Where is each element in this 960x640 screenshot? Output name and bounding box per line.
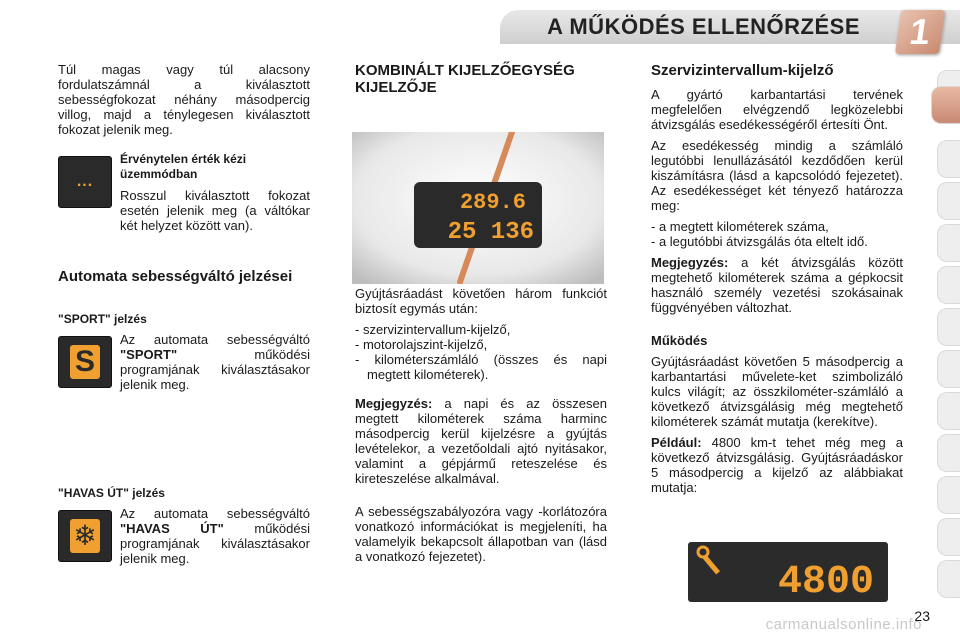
page-title: A MŰKÖDÉS ELLENŐRZÉSE [547,14,860,39]
right-column [651,62,903,501]
middle-intro: Gyújtásráadást követően három funkciót biztosít egymás után: [355,286,607,316]
chapter-tabs [932,70,960,630]
middle-column [355,286,607,570]
middle-note: Megjegyzés: a napi és az összesen megtett kilométerek száma harminc másodpercig kerül kijelzésre a gyújtás levételekor, a vezetőoldali ajtó nyitásakor, valamint a gépjármű reteszelése és kireteszelése alkalmával. [355,396,607,486]
example-text: Például: 4800 km-t tehet még meg a következő átvizsgálásig. Gyújtásráadáskor 5 másodpercig a kijelző az alábbiakat mutatja: [651,435,903,495]
list-item: - a legutóbbi átvizsgálás óta eltelt idő. [651,234,903,249]
right-title: Szervizintervallum-kijelző [651,62,834,79]
right-p1: A gyártó karbantartási tervének megfelelően elvégzendő legközelebbi átvizsgálás esedékességéről értesíti Önt. [651,87,903,132]
intro-text: Túl magas vagy túl alacsony fordulatszámnál a kiválasztott sebességfokozat néhány másodpercig villog, majd a ténylegesen kiválasztott fokozat jelenik meg. [58,62,310,137]
sport-heading [58,312,310,327]
sport-mode-icon: S [58,336,112,388]
watermark-text: carmanualsonline.info [765,616,922,633]
lcd-trip-value: 289.6 [459,190,526,215]
chapter-tab[interactable] [937,266,960,304]
list-item: - a megtett kilométerek száma, [651,219,903,234]
chapter-tab-active[interactable] [931,86,960,124]
chapter-tab[interactable] [937,560,960,598]
right-note: Megjegyzés: a két átvizsgálás között megtehető kilométerek száma a gépkocsit használó személy vezetési szokásainak függvényében változhat. [651,255,903,315]
service-display-svg [688,542,888,602]
invalid-text: Rosszul kiválasztott fokozat esetén jelenik meg (a váltókar két helyzet között van). [120,188,310,233]
middle-heading [355,62,607,96]
speed-text: A sebességszabályozóra vagy -korlátozóra vonatkozó információkat is megjeleníti, ha valamelyik bekapcsolt állapotban van (lásd a vonatkozó fejezetet). [355,504,607,564]
list-item: - kilométerszámláló (összes és napi megtett kilométerek). [355,352,607,382]
chapter-tab[interactable] [937,140,960,178]
lcd-total-value: 25 136 [447,219,534,246]
invalid-title: Érvénytelen érték kézi üzemmódban [120,152,247,181]
operation-title: Működés [651,333,708,348]
right-p2: Az esedékesség mindig a számláló legutóbbi lenullázásától kezdődően kerül kiszámításra (lásd a kapcsolódó fejezetet). Az esedékességet két tényező határozza meg: [651,138,903,213]
sport-title: "SPORT" jelzés [58,312,147,326]
chapter-tab[interactable] [937,434,960,472]
chapter-tab[interactable] [937,392,960,430]
left-column [58,62,310,143]
snow-title: "HAVAS ÚT" jelzés [58,486,165,500]
sport-section [120,332,310,398]
snow-mode-icon: ❄ [58,510,112,562]
page-header [0,0,960,52]
factor-list [651,219,903,249]
chapter-tab[interactable] [937,476,960,514]
auto-title: Automata sebességváltó jelzései [58,268,293,285]
auto-section [58,268,310,285]
service-display-image [688,542,888,602]
chapter-tab[interactable] [937,224,960,262]
snow-text: Az automata sebességváltó "HAVAS ÚT" működési programjának kiválasztásakor jelenik meg. [120,506,310,566]
list-item: - motorolajszint-kijelző, [355,337,607,352]
chapter-tab[interactable] [937,350,960,388]
chapter-badge: 1 [895,10,945,54]
wrench-icon [698,547,720,574]
operation-text: Gyújtásráadást követően 5 másodpercig a karbantartási művelete-ket szimbolizáló kulcs világít; az összkilométer-számláló a következő átvizsgálásig még megtehető kilométerek számát mutatja (kerekítve). [651,354,903,429]
service-km-value: 4800 [777,560,874,602]
chapter-tab[interactable] [937,308,960,346]
middle-title: KOMBINÁLT KIJELZŐEGYSÉG KIJELZŐJE [355,62,575,96]
invalid-gear-icon: ... [58,156,112,208]
page-number: 23 [914,608,930,624]
snow-section [120,506,310,572]
instrument-display-image [352,132,604,284]
function-list [355,322,607,382]
chapter-tab[interactable] [937,182,960,220]
instrument-display-svg [352,132,604,284]
invalid-section [120,152,310,239]
chapter-tab[interactable] [937,518,960,556]
sport-text: Az automata sebességváltó "SPORT" működési programjának kiválasztásakor jelenik meg. [120,332,310,392]
list-item: - szervizintervallum-kijelző, [355,322,607,337]
snow-heading [58,486,310,501]
